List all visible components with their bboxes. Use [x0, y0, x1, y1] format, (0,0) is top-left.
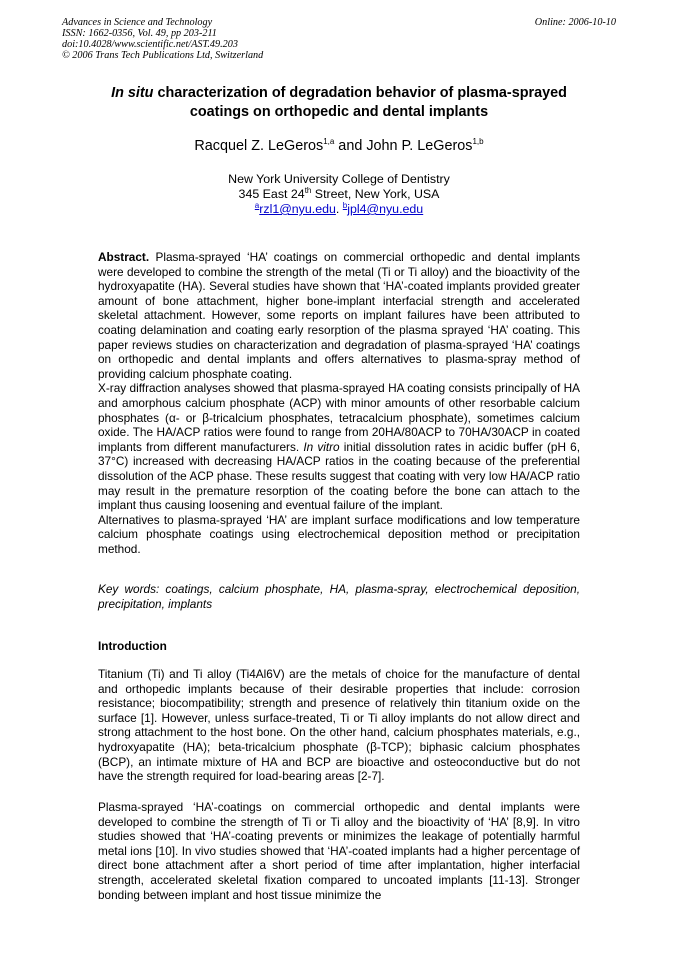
email-separator: .	[335, 202, 343, 216]
affiliation	[98, 172, 580, 217]
email-a-sup: a	[254, 200, 260, 210]
abstract-paragraph-1	[98, 250, 580, 381]
author-2: John P. LeGeros	[366, 138, 473, 154]
address-pre: 345 East 24	[238, 187, 305, 201]
author-1: Racquel Z. LeGeros	[194, 138, 324, 154]
abstract-text-2b: initial dissolution rates in acidic buffer (pH 6, 37°C) increased with decreasing HA/ACP ratios in the coating because of the preferential dissolution of the ACP phase. These results suggest that coating with very low HA/ACP ratio may result in the premature resorption of the coating before the bone can attach to the implant thus causing loosening and eventual failure of the implant.	[98, 439, 581, 513]
title-italic: In situ	[111, 85, 154, 101]
journal-name: Advances in Science and Technology	[62, 17, 213, 28]
author-2-sup: 1,b	[472, 137, 484, 147]
authors	[98, 136, 580, 156]
address-sup: th	[304, 185, 312, 195]
paper-title	[98, 84, 580, 122]
issn-line: ISSN: 1662-0356, Vol. 49, pp 203-211	[62, 28, 217, 39]
email-a-link[interactable]: rzl1@nyu.edu	[259, 202, 336, 216]
affiliation-emails	[98, 202, 580, 217]
email-b-link[interactable]: jpl4@nyu.edu	[347, 202, 424, 216]
keywords	[98, 582, 580, 611]
intro-text-2: Plasma-sprayed ‘HA’-coatings on commercial orthopedic and dental implants were developed to combine the strength of Ti or Ti alloy and the bioactivity of ‘HA’ [8,9]. In vitro studies showed that ‘HA’-coating prevents or minimizes the leakage of potentially harmful metal ions [10]. In vivo studies showed that ‘HA’-coated implants had a higher percentage of direct bone attachment after a short period of time after implantation, higher interfacial strength, accelerated skeletal fixation compared to uncoated implants [11-13]. Stronger bonding between implant and host tissue minimize the	[98, 800, 580, 902]
introduction-paragraph-1	[98, 667, 580, 784]
affiliation-institution: New York University College of Dentistry	[228, 172, 450, 186]
author-1-sup: 1,a	[323, 137, 335, 147]
introduction-paragraph-2	[98, 800, 580, 902]
keywords-text: Key words: coatings, calcium phosphate, HA, plasma-spray, electrochemical deposition, precipitation, implants	[98, 582, 580, 611]
abstract-paragraph-2	[98, 381, 580, 512]
abstract-text-2a: X-ray diffraction analyses showed that plasma-sprayed HA coating consists principally of HA and amorphous calcium phosphate (ACP) with minor amounts of other resorbable calcium phosphates (α- or β-tricalcium phosphates, tetracalcium phosphate), sometimes calcium oxide. The HA/ACP ratios were found to range from 20HA/80ACP to 70HA/30ACP in coated implants from different manufacturers.	[98, 381, 580, 454]
affiliation-address	[98, 187, 580, 202]
title-rest: characterization of degradation behavior of plasma-sprayed coatings on orthopedic and dental implants	[153, 85, 567, 120]
online-date: Online: 2006-10-10	[534, 17, 616, 28]
abstract-label: Abstract.	[98, 250, 150, 264]
abstract-paragraph-3: Alternatives to plasma-sprayed ‘HA’ are implant surface modifications and low temperature calcium phosphate coatings using electrochemical deposition method or precipitation method.	[98, 512, 580, 556]
journal-header	[62, 17, 616, 61]
abstract	[98, 250, 580, 556]
abstract-italic: In vitro	[303, 439, 340, 454]
authors-and: and	[334, 138, 367, 154]
abstract-text-1: Plasma-sprayed ‘HA’ coatings on commercial orthopedic and dental implants were developed to combine the strength of the metal (Ti or Ti alloy) and the bioactivity of the hydroxyapatite (HA). Several studies have shown that ‘HA’-coated implants provided greater amount of bone attachment, higher bone-implant interfacial strength and accelerated skeletal attachment. However, some reports on implant failures have been attributed to coating delamination and coating early resorption of the plasma sprayed ‘HA’ coating. This paper reviews studies on characterization and degradation of plasma-sprayed ‘HA’ coatings on orthopedic and dental implants and offers alternatives to plasma-spray method of providing calcium phosphate coating.	[98, 250, 580, 381]
address-post: Street, New York, USA	[311, 187, 440, 201]
email-b-sup: b	[342, 200, 348, 210]
doi-line: doi:10.4028/www.scientific.net/AST.49.203	[62, 39, 238, 50]
introduction-heading: Introduction	[98, 639, 167, 653]
intro-text-1: Titanium (Ti) and Ti alloy (Ti4Al6V) are the metals of choice for the manufacture of dental and orthopedic implants because of their desirable properties that include: corrosion resistance; biocompatibility; strength and presence of relatively thin titanium oxide on the surface [1]. However, unless surface-treated, Ti or Ti alloy implants do not allow direct and strong attachment to the host bone. On the other hand, calcium phosphates materials, e.g., hydroxyapatite (HA); beta-tricalcium phosphate (β-TCP); biphasic calcium phosphates (BCP), an intimate mixture of HA and BCP are bioactive and osteoconductive but do not have the strength required for load-bearing areas [2-7].	[98, 667, 580, 784]
copyright-line: © 2006 Trans Tech Publications Ltd, Switzerland	[62, 50, 264, 61]
